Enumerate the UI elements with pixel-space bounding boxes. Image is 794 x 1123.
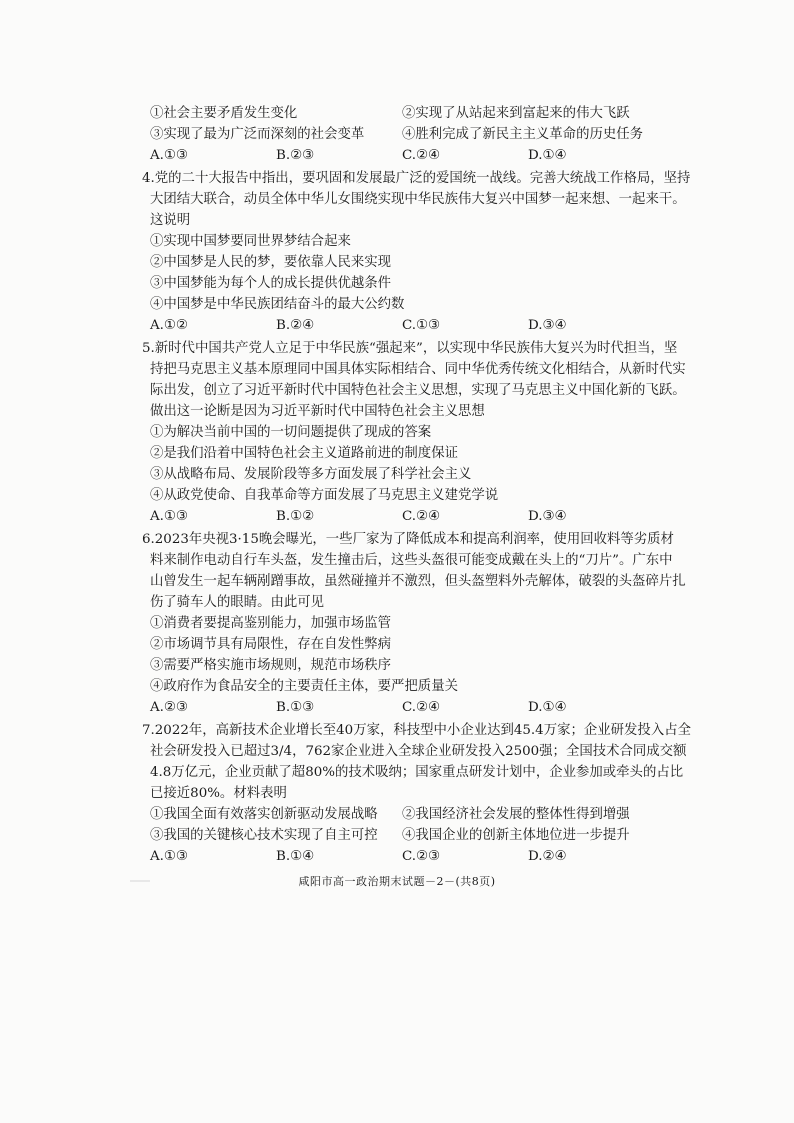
choice-b: B.①④: [276, 849, 315, 864]
option-item: ③我国的关键核心技术实现了自主可控: [150, 828, 378, 843]
choice-a: A.①③: [150, 148, 188, 163]
question-3-options: [150, 103, 670, 166]
choice-d: D.②④: [528, 849, 567, 864]
option-item: ②实现了从站起来到富起来的伟大飞跃: [402, 106, 630, 121]
choice-c: C.②④: [402, 509, 441, 524]
option-item: ③从战略布局、发展阶段等多方面发展了科学社会主义: [150, 467, 472, 482]
question-6: [142, 529, 686, 718]
option-item: ②我国经济社会发展的整体性得到增强: [402, 807, 630, 822]
option-item: ①消费者要提高鉴别能力，加强市场监管: [150, 616, 392, 631]
answer-choices: [150, 506, 670, 527]
question-stem-line: 做出这一论断是因为习近平新时代中国特色社会主义思想: [150, 404, 485, 419]
choice-b: B.②③: [276, 148, 315, 163]
option-item: ③需要严格实施市场规则，规范市场秩序: [150, 658, 392, 673]
question-stem-line: 已接近80%。材料表明: [150, 786, 287, 801]
choice-d: D.①④: [528, 700, 567, 715]
question-stem-line: 这说明: [150, 213, 191, 228]
question-stem-line: 4.8万亿元，企业贡献了超80%的技术吸纳；国家重点研发计划中，企业参加或牵头的占比: [150, 765, 684, 780]
choice-c: C.①③: [402, 318, 441, 333]
choice-b: B.①②: [276, 509, 315, 524]
question-stem-line: 社会研发投入已超过3/4，762家企业进入全球企业研发投入2500强；全国技术合同成交额: [150, 744, 687, 759]
answer-choices: [150, 145, 670, 166]
option-row: [150, 124, 670, 145]
choice-d: D.①④: [528, 148, 567, 163]
choice-d: D.③④: [528, 509, 567, 524]
question-5: [142, 338, 686, 527]
choice-c: C.②④: [402, 700, 441, 715]
option-item: ③中国梦能为每个人的成长提供优越条件: [150, 276, 392, 291]
answer-choices: [150, 315, 670, 336]
question-4: [142, 168, 691, 336]
choice-b: B.②④: [276, 318, 315, 333]
question-stem-line: 持把马克思主义基本原理同中国具体实际相结合、同中华优秀传统文化相结合，从新时代实: [150, 362, 686, 377]
question-7: [142, 720, 691, 867]
option-item: ①为解决当前中国的一切问题提供了现成的答案: [150, 425, 432, 440]
question-stem-line: 伤了骑车人的眼睛。由此可见: [150, 595, 325, 610]
choice-a: A.①③: [150, 509, 188, 524]
option-row: [150, 103, 670, 124]
question-stem-line: 大团结大联合，动员全体中华儿女围绕实现中华民族伟大复兴中国梦一起来想、一起来干。: [150, 192, 686, 207]
question-stem-line: 山曾发生一起车辆剐蹭事故，虽然碰撞并不激烈，但头盔塑料外壳解体，破裂的头盔碎片扎: [150, 574, 686, 589]
choice-a: A.①③: [150, 849, 188, 864]
question-content: [142, 103, 691, 867]
question-stem-line: 5.新时代中国共产党人立足于中华民族“强起来”，以实现中华民族伟大复兴为时代担当，坚: [142, 341, 678, 356]
choice-a: A.①②: [150, 318, 188, 333]
page-footer: 咸阳市高一政治期末试题－2－(共8页): [298, 875, 496, 888]
option-item: ④从政党使命、自我革命等方面发展了马克思主义建党学说: [150, 488, 499, 503]
question-stem-line: 7.2022年，高新技术企业增长至40万家，科技型中小企业达到45.4万家；企业研发投入占全: [142, 723, 691, 738]
option-item: ②中国梦是人民的梦，要依靠人民来实现: [150, 255, 392, 270]
option-item: ①实现中国梦要同世界梦结合起来: [150, 234, 351, 249]
option-row: [150, 825, 670, 846]
option-item: ②市场调节具有局限性，存在自发性弊病: [150, 637, 392, 652]
option-item: ①社会主要矛盾发生变化: [150, 106, 298, 121]
choice-b: B.①③: [276, 700, 315, 715]
question-stem-line: 6.2023年央视3·15晚会曝光，一些厂家为了降低成本和提高利润率，使用回收料等劣质材: [142, 532, 674, 547]
choice-a: A.②③: [150, 700, 188, 715]
question-stem-line: 4.党的二十大报告中指出，要巩固和发展最广泛的爱国统一战线。完善大统战工作格局，坚持: [142, 171, 691, 186]
question-stem-line: 料来制作电动自行车头盔，发生撞击后，这些头盔很可能变成戴在头上的“刀片”。广东中: [150, 553, 673, 568]
question-stem-line: 际出发，创立了习近平新时代中国特色社会主义思想，实现了马克思主义中国化新的飞跃。: [150, 383, 686, 398]
choice-c: C.②③: [402, 849, 441, 864]
option-item: ④政府作为食品安全的主要责任主体，要严把质量关: [150, 679, 458, 694]
choice-c: C.②④: [402, 148, 441, 163]
option-row: [150, 804, 670, 825]
option-item: ④我国企业的创新主体地位进一步提升: [402, 828, 630, 843]
option-item: ①我国全面有效落实创新驱动发展战略: [150, 807, 378, 822]
option-item: ④中国梦是中华民族团结奋斗的最大公约数: [150, 297, 405, 312]
option-item: ④胜利完成了新民主主义革命的历史任务: [402, 127, 644, 142]
choice-d: D.③④: [528, 318, 567, 333]
answer-choices: [150, 846, 670, 867]
option-item: ②是我们沿着中国特色社会主义道路前进的制度保证: [150, 446, 458, 461]
answer-choices: [150, 697, 670, 718]
option-item: ③实现了最为广泛而深刻的社会变革: [150, 127, 365, 142]
